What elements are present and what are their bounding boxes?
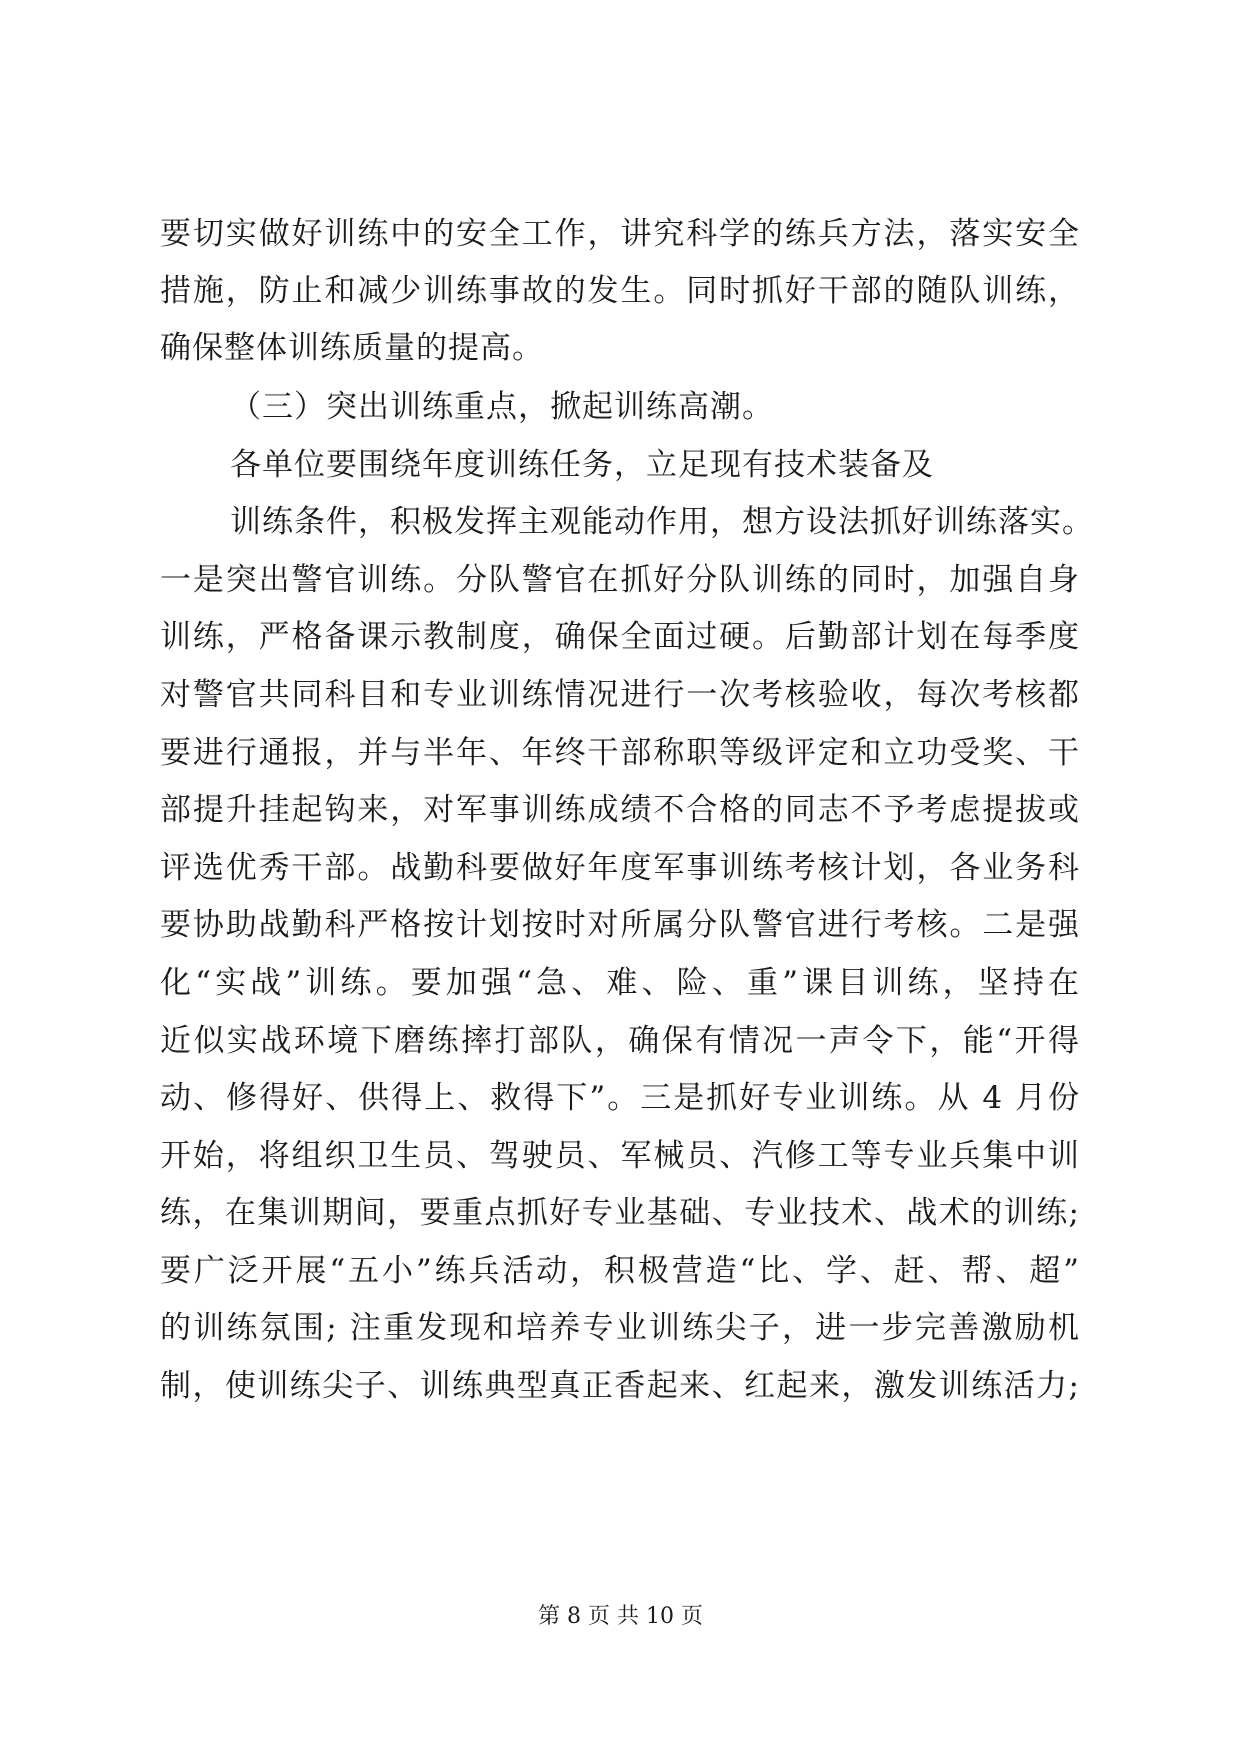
body-line-8: 训练，严格备课示教制度，确保全面过硬。后勤部计划在每季度 <box>160 619 1080 655</box>
body-line-5: 各单位要围绕年度训练任务，立足现有技术装备及 <box>230 447 934 483</box>
body-line-2: 措施，防止和减少训练事故的发生。同时抓好干部的随队训练， <box>160 273 1080 309</box>
body-line-9: 对警官共同科目和专业训练情况进行一次考核验收，每次考核都 <box>160 677 1080 713</box>
body-line-18: 练，在集训期间，要重点抓好专业基础、专业技术、战术的训练; <box>160 1195 1080 1231</box>
body-line-19: 要广泛开展“五小”练兵活动，积极营造“比、学、赶、帮、超” <box>160 1253 1080 1289</box>
body-line-14: 化“实战”训练。要加强“急、难、险、重”课目训练，坚持在 <box>160 965 1080 1001</box>
body-line-21: 制，使训练尖子、训练典型真正香起来、红起来，激发训练活力; <box>160 1368 1080 1404</box>
section-heading: （三）突出训练重点，掀起训练高潮。 <box>230 389 774 425</box>
page-number-footer: 第 8 页 共 10 页 <box>538 1604 703 1629</box>
body-line-6: 训练条件，积极发挥主观能动作用，想方设法抓好训练落实。 <box>230 504 1094 540</box>
body-line-11: 部提升挂起钩来，对军事训练成绩不合格的同志不予考虑提拔或 <box>160 792 1080 828</box>
body-line-15: 近似实战环境下磨练摔打部队，确保有情况一声令下，能“开得 <box>160 1023 1080 1059</box>
body-line-20: 的训练氛围; 注重发现和培养专业训练尖子，进一步完善激励机 <box>160 1310 1080 1346</box>
body-line-13: 要协助战勤科严格按计划按时对所属分队警官进行考核。二是强 <box>160 907 1080 943</box>
body-line-12: 评选优秀干部。战勤科要做好年度军事训练考核计划，各业务科 <box>160 850 1080 886</box>
body-line-10: 要进行通报，并与半年、年终干部称职等级评定和立功受奖、干 <box>160 735 1080 771</box>
body-line-17: 开始，将组织卫生员、驾驶员、军械员、汽修工等专业兵集中训 <box>160 1138 1080 1174</box>
body-line-3: 确保整体训练质量的提高。 <box>160 330 544 366</box>
body-line-16: 动、修得好、供得上、救得下”。三是抓好专业训练。从 4 月份 <box>160 1080 1080 1116</box>
body-line-7: 一是突出警官训练。分队警官在抓好分队训练的同时，加强自身 <box>160 562 1080 598</box>
body-line-1: 要切实做好训练中的安全工作，讲究科学的练兵方法，落实安全 <box>160 216 1080 252</box>
